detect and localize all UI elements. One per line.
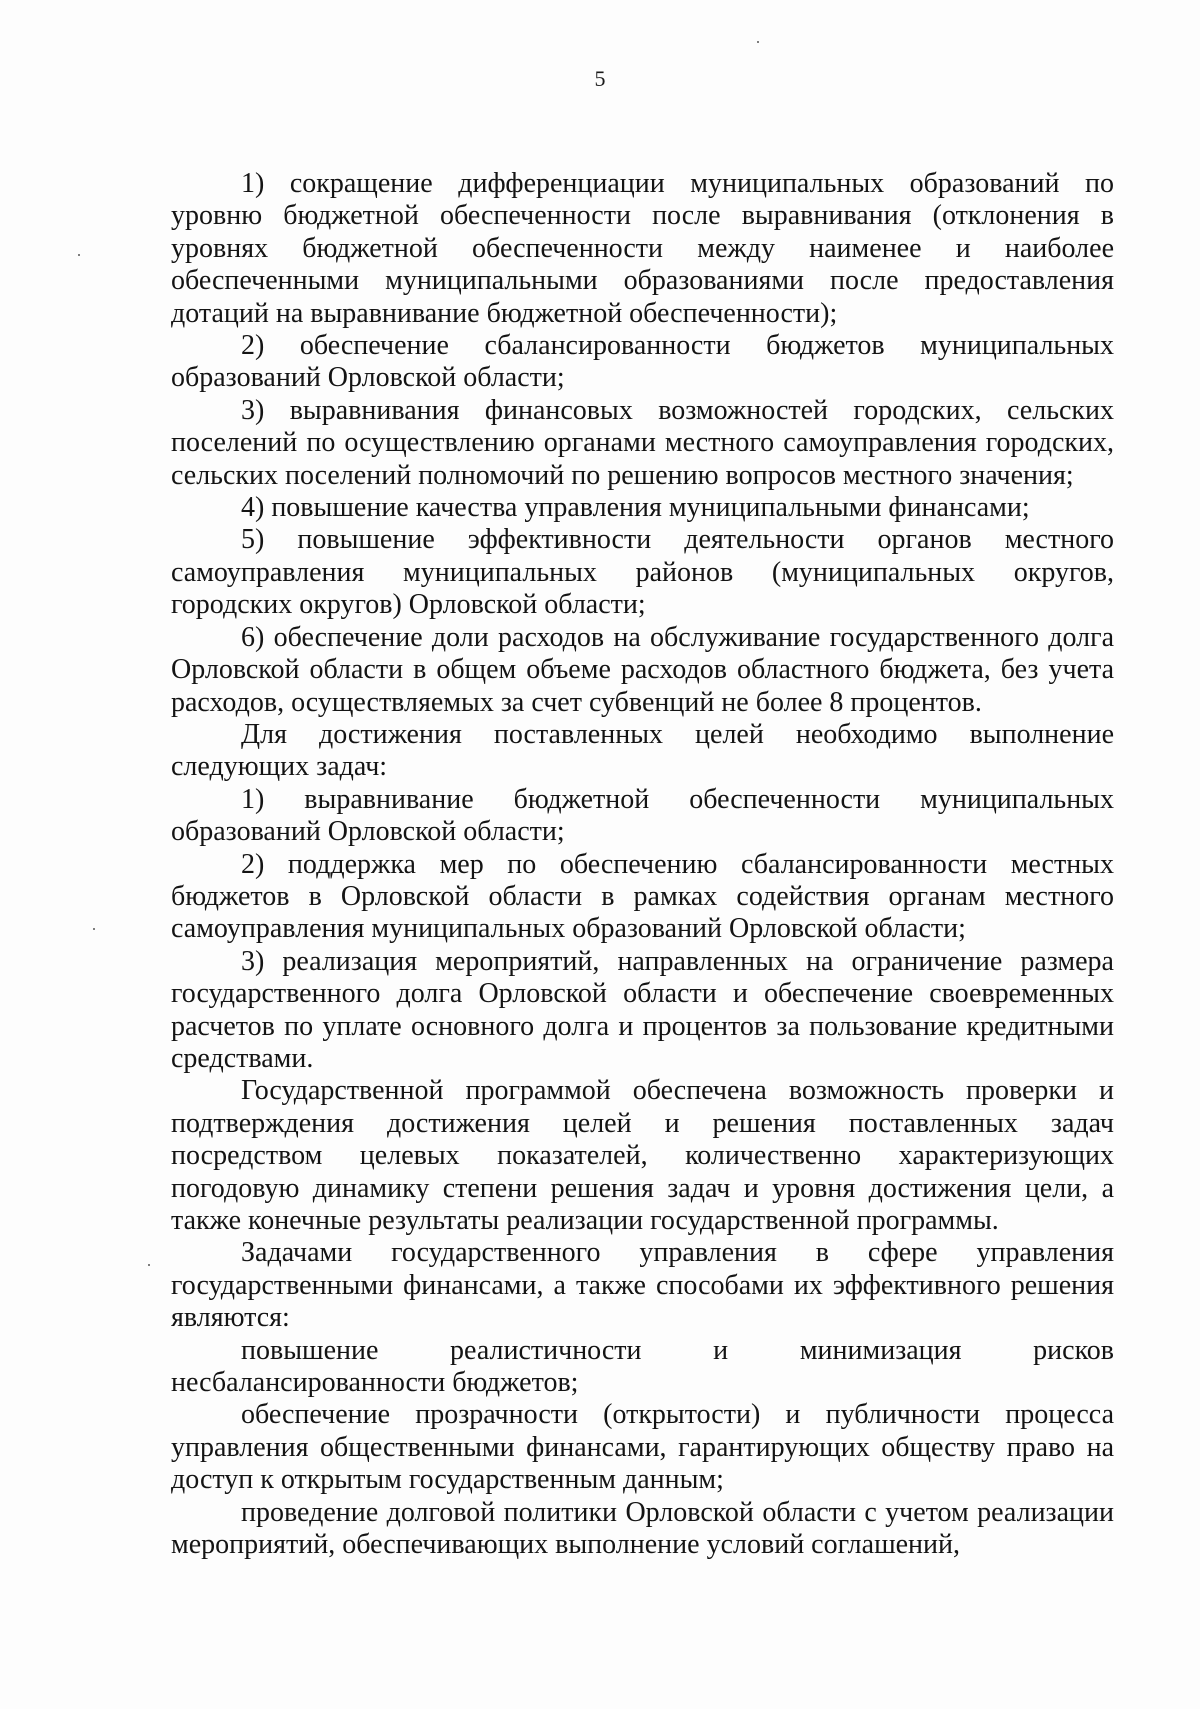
page-number: 5 [594,66,606,91]
paragraph: 3) выравнивания финансовых возможностей городских, сельских поселений по осуществлению органами местного самоуправления городских, сельских поселений полномочий по решению вопросов местного значения; [171,394,1114,491]
paragraph: проведение долговой политики Орловской области с учетом реализации мероприятий, обеспечивающих выполнение условий соглашений, [171,1496,1114,1561]
scan-speck [78,254,80,256]
paragraph: 2) поддержка мер по обеспечению сбалансированности местных бюджетов в Орловской области в рамках содействия органам местного самоуправления муниципальных образований Орловской области; [171,848,1114,945]
paragraph: Задачами государственного управления в сфере управления государственными финансами, а также способами их эффективного решения являются: [171,1237,1114,1334]
paragraph: 4) повышение качества управления муниципальными финансами; [241,492,1030,524]
paragraph: 3) реализация мероприятий, направленных на ограничение размера государственного долга Орловской области и обеспечение своевременных расчетов по уплате основного долга и процентов за пользование кредитными средствами. [171,945,1114,1074]
paragraph: 6) обеспечение доли расходов на обслуживание государственного долга Орловской области в общем объеме расходов областного бюджета, без учета расходов, осуществляемых за счет субвенций не более 8 процентов. [171,621,1114,718]
scan-speck [148,1264,150,1266]
scan-speck [757,41,759,43]
paragraph: 1) выравнивание бюджетной обеспеченности муниципальных образований Орловской области; [171,783,1114,848]
paragraph: 5) повышение эффективности деятельности органов местного самоуправления муниципальных районов (муниципальных округов, городских округов) Орловской области; [171,524,1114,621]
paragraph: 2) обеспечение сбалансированности бюджетов муниципальных образований Орловской области; [171,330,1114,394]
paragraph: обеспечение прозрачности (открытости) и публичности процесса управления общественными финансами, гарантирующих обществу право на доступ к открытым государственным данным; [171,1399,1114,1496]
document-body [171,168,1114,1561]
paragraph: 1) сокращение дифференциации муниципальных образований по уровню бюджетной обеспеченности после выравнивания (отклонения в уровнях бюджетной обеспеченности между наименее и наиболее обеспеченными муниципальными образованиями после предоставления дотаций на выравнивание бюджетной обеспеченности); [171,168,1114,329]
paragraph: повышение реалистичности и минимизация рисков несбалансированности бюджетов; [171,1334,1114,1399]
paragraph: Для достижения поставленных целей необходимо выполнение следующих задач: [171,718,1114,783]
paragraph: Государственной программой обеспечена возможность проверки и подтверждения достижения целей и решения поставленных задач посредством целевых показателей, количественно характеризующих погодовую динамику степени решения задач и уровня достижения цели, а также конечные результаты реализации государственной программы. [171,1075,1114,1236]
scan-speck [93,928,95,930]
